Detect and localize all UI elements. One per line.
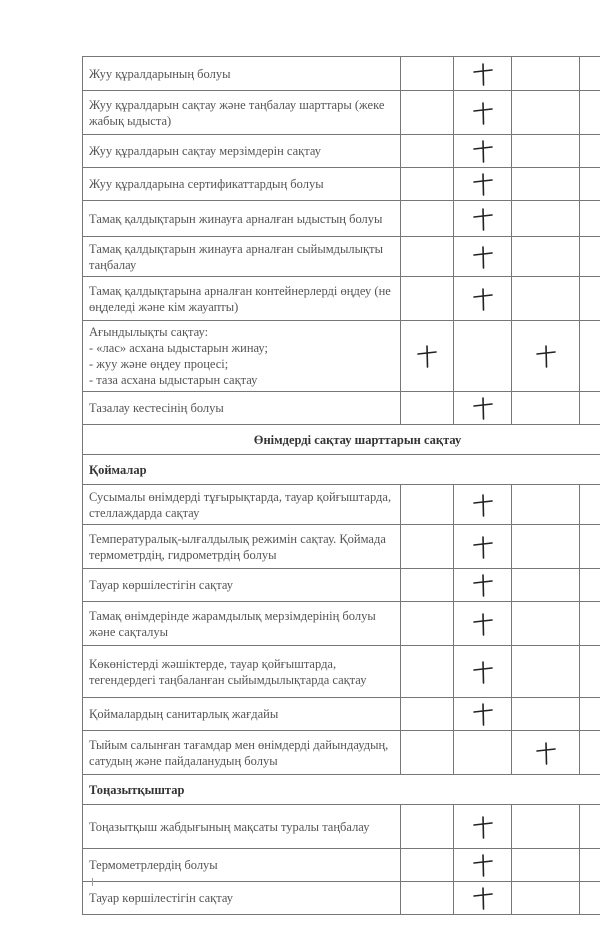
mark-cell-4 (580, 91, 600, 135)
mark-cell-4 (580, 485, 600, 525)
mark-cell-2 (454, 646, 512, 698)
plus-check-icon (470, 244, 496, 270)
mark-cell-3 (512, 135, 580, 168)
mark-cell-3 (512, 57, 580, 91)
mark-cell-1 (401, 602, 454, 646)
mark-cell-3 (512, 849, 580, 882)
table-row (83, 569, 600, 602)
mark-cell-1 (401, 135, 454, 168)
mark-cell-4 (580, 805, 600, 849)
table-row (83, 392, 600, 425)
inspection-checklist-table (82, 56, 600, 915)
plus-check-icon (470, 885, 496, 911)
criterion-text: Жуу құралдарының болуы (83, 57, 401, 91)
subsection-title: Қоймалар (83, 455, 600, 485)
mark-cell-2 (454, 805, 512, 849)
criterion-text: Тауар көршілестігін сақтау (83, 569, 401, 602)
mark-cell-2 (454, 569, 512, 602)
mark-cell-3 (512, 882, 580, 915)
plus-check-icon (470, 572, 496, 598)
mark-cell-3 (512, 277, 580, 321)
plus-check-icon (470, 814, 496, 840)
table-row (83, 168, 600, 201)
mark-cell-1 (401, 882, 454, 915)
mark-cell-4 (580, 321, 600, 392)
section-title: Өнімдерді сақтау шарттарын сақтау (83, 425, 600, 455)
table-row (83, 485, 600, 525)
mark-cell-1 (401, 201, 454, 237)
criterion-text: Көкөністерді жәшіктерде, тауар қойғыштарда, тегендердегі таңбаланған сыйымдылықтарда сақтау (83, 646, 401, 698)
mark-cell-4 (580, 602, 600, 646)
criterion-text: Сусымалы өнімдерді тұғырықтарда, тауар қойғыштарда, стеллаждарда сақтау (83, 485, 401, 525)
mark-cell-2 (454, 698, 512, 731)
criterion-text: Температуралық-ылғалдылық режимін сақтау. Қоймада термометрдің, гидрометрдің болуы (83, 525, 401, 569)
mark-cell-1 (401, 805, 454, 849)
criterion-text: Тыйым салынған тағамдар мен өнімдерді дайындаудың, сатудың және пайдаланудың болуы (83, 731, 401, 775)
mark-cell-1 (401, 392, 454, 425)
table-row (83, 805, 600, 849)
mark-cell-3 (512, 321, 580, 392)
subsection-header-row (83, 455, 600, 485)
mark-cell-2 (454, 135, 512, 168)
criterion-text: Тоңазытқыш жабдығының мақсаты туралы таңбалау (83, 805, 401, 849)
plus-check-icon (470, 138, 496, 164)
mark-cell-1 (401, 569, 454, 602)
criterion-text: Тамақ қалдықтарын жинауға арналған сыйымдылықты таңбалау (83, 237, 401, 277)
mark-cell-4 (580, 135, 600, 168)
plus-check-icon (533, 343, 559, 369)
table-row (83, 237, 600, 277)
mark-cell-1 (401, 485, 454, 525)
mark-cell-4 (580, 731, 600, 775)
plus-check-icon (414, 343, 440, 369)
criterion-text: Ағындылықты сақтау: - «лас» асхана ыдыстарын жинау; - жуу және өңдеу процесі; - таза асхана ыдыстарын сақтау (83, 321, 401, 392)
mark-cell-2 (454, 849, 512, 882)
criterion-text: Жуу құралдарын сақтау мерзімдерін сақтау (83, 135, 401, 168)
mark-cell-1 (401, 277, 454, 321)
mark-cell-3 (512, 646, 580, 698)
table-row (83, 57, 600, 91)
mark-cell-2 (454, 91, 512, 135)
table-row (83, 646, 600, 698)
mark-cell-1 (401, 91, 454, 135)
subsection-title: Тоңазытқыштар (83, 775, 600, 805)
table-row (83, 882, 600, 915)
plus-check-icon (470, 61, 496, 87)
mark-cell-4 (580, 201, 600, 237)
criterion-text: Термометрлердің болуы (83, 849, 401, 882)
mark-cell-2 (454, 277, 512, 321)
mark-cell-3 (512, 731, 580, 775)
mark-cell-3 (512, 602, 580, 646)
plus-check-icon (470, 659, 496, 685)
mark-cell-4 (580, 849, 600, 882)
mark-cell-3 (512, 485, 580, 525)
mark-cell-4 (580, 277, 600, 321)
mark-cell-3 (512, 91, 580, 135)
table-row (83, 321, 600, 392)
mark-cell-1 (401, 321, 454, 392)
mark-cell-2 (454, 168, 512, 201)
mark-cell-3 (512, 569, 580, 602)
mark-cell-2 (454, 392, 512, 425)
mark-cell-4 (580, 882, 600, 915)
mark-cell-2 (454, 57, 512, 91)
criterion-text: Жуу құралдарына сертификаттардың болуы (83, 168, 401, 201)
mark-cell-1 (401, 525, 454, 569)
plus-check-icon (470, 701, 496, 727)
scan-mark (92, 878, 97, 886)
mark-cell-2 (454, 882, 512, 915)
mark-cell-1 (401, 57, 454, 91)
mark-cell-4 (580, 57, 600, 91)
plus-check-icon (470, 534, 496, 560)
mark-cell-4 (580, 168, 600, 201)
mark-cell-1 (401, 237, 454, 277)
plus-check-icon (470, 611, 496, 637)
mark-cell-1 (401, 646, 454, 698)
table-row (83, 91, 600, 135)
plus-check-icon (470, 206, 496, 232)
mark-cell-3 (512, 237, 580, 277)
subsection-header-row (83, 775, 600, 805)
mark-cell-3 (512, 525, 580, 569)
mark-cell-2 (454, 201, 512, 237)
mark-cell-2 (454, 525, 512, 569)
mark-cell-1 (401, 698, 454, 731)
plus-check-icon (470, 492, 496, 518)
criterion-text: Жуу құралдарын сақтау және таңбалау шарттары (жеке жабық ыдыста) (83, 91, 401, 135)
plus-check-icon (470, 852, 496, 878)
table-row (83, 277, 600, 321)
mark-cell-2 (454, 237, 512, 277)
criterion-text: Қоймалардың санитарлық жағдайы (83, 698, 401, 731)
table-row (83, 698, 600, 731)
plus-check-icon (470, 171, 496, 197)
table-row (83, 135, 600, 168)
criterion-text: Тамақ қалдықтарын жинауға арналған ыдыстың болуы (83, 201, 401, 237)
plus-check-icon (470, 395, 496, 421)
mark-cell-2 (454, 485, 512, 525)
mark-cell-2 (454, 602, 512, 646)
criterion-text: Тамақ қалдықтарына арналған контейнерлерді өңдеу (не өңделеді және кім жауапты) (83, 277, 401, 321)
plus-check-icon (533, 740, 559, 766)
mark-cell-3 (512, 201, 580, 237)
table-row (83, 731, 600, 775)
mark-cell-1 (401, 731, 454, 775)
mark-cell-3 (512, 168, 580, 201)
criterion-text: Тазалау кестесінің болуы (83, 392, 401, 425)
table-row (83, 201, 600, 237)
mark-cell-3 (512, 805, 580, 849)
mark-cell-4 (580, 569, 600, 602)
mark-cell-2 (454, 321, 512, 392)
table-row (83, 602, 600, 646)
mark-cell-3 (512, 392, 580, 425)
mark-cell-4 (580, 237, 600, 277)
mark-cell-4 (580, 698, 600, 731)
criterion-text: Тамақ өнімдерінде жарамдылық мерзімдерінің болуы және сақталуы (83, 602, 401, 646)
mark-cell-1 (401, 849, 454, 882)
plus-check-icon (470, 286, 496, 312)
table-row (83, 849, 600, 882)
mark-cell-1 (401, 168, 454, 201)
mark-cell-3 (512, 698, 580, 731)
mark-cell-2 (454, 731, 512, 775)
table-row (83, 525, 600, 569)
section-header-row (83, 425, 600, 455)
mark-cell-4 (580, 525, 600, 569)
mark-cell-4 (580, 392, 600, 425)
criterion-text: Тауар көршілестігін сақтау (83, 882, 401, 915)
plus-check-icon (470, 100, 496, 126)
mark-cell-4 (580, 646, 600, 698)
